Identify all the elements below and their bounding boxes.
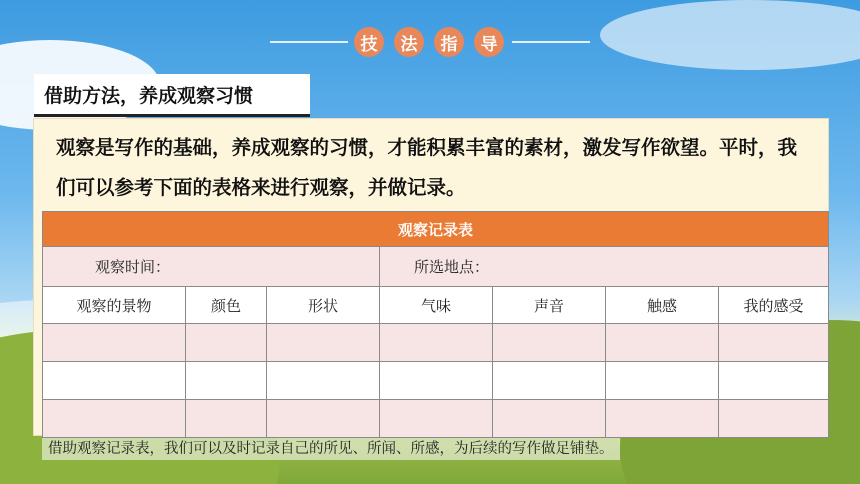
table-cell[interactable] (493, 400, 606, 438)
table-cell[interactable] (719, 362, 829, 400)
table-row (43, 400, 829, 438)
table-cell[interactable] (186, 324, 267, 362)
table-cell[interactable] (493, 362, 606, 400)
banner-char: 指 (434, 27, 464, 57)
banner-line-left (270, 41, 348, 43)
intro-text: 观察是写作的基础，养成观察的习惯，才能积累丰富的素材，激发写作欲望。平时，我们可以参考下面的表格来进行观察，并做记录。 (56, 136, 798, 199)
footer-note: 借助观察记录表，我们可以及时记录自己的所见、所闻、所感，为后续的写作做足铺垫。 (42, 438, 620, 460)
location-label: 所选地点： (380, 247, 829, 287)
observation-table (42, 211, 829, 438)
table-cell[interactable] (606, 362, 719, 400)
column-header: 气味 (380, 287, 493, 324)
column-header: 颜色 (186, 287, 267, 324)
table-cell[interactable] (380, 324, 493, 362)
banner-line-right (512, 41, 590, 43)
table-cell[interactable] (380, 362, 493, 400)
table-cell[interactable] (43, 400, 186, 438)
table-title: 观察记录表 (43, 212, 829, 247)
column-header: 形状 (267, 287, 380, 324)
table-row (43, 362, 829, 400)
table-cell[interactable] (43, 324, 186, 362)
table-cell[interactable] (380, 400, 493, 438)
table-cell[interactable] (267, 324, 380, 362)
table-cell[interactable] (267, 400, 380, 438)
table-cell[interactable] (606, 400, 719, 438)
table-row (43, 324, 829, 362)
column-header: 我的感受 (719, 287, 829, 324)
column-header: 触感 (606, 287, 719, 324)
observation-time-label: 观察时间： (43, 247, 380, 287)
table-cell[interactable] (493, 324, 606, 362)
table-cell[interactable] (43, 362, 186, 400)
column-header: 观察的景物 (43, 287, 186, 324)
banner-char: 技 (354, 27, 384, 57)
table-cell[interactable] (186, 362, 267, 400)
banner-char: 导 (474, 27, 504, 57)
table-cell[interactable] (719, 400, 829, 438)
column-header: 声音 (493, 287, 606, 324)
table-cell[interactable] (267, 362, 380, 400)
banner-char: 法 (394, 27, 424, 57)
table-cell[interactable] (606, 324, 719, 362)
table-cell[interactable] (186, 400, 267, 438)
heading-underline (34, 114, 310, 117)
table-cell[interactable] (719, 324, 829, 362)
section-heading: 借助方法，养成观察习惯 (34, 74, 310, 114)
